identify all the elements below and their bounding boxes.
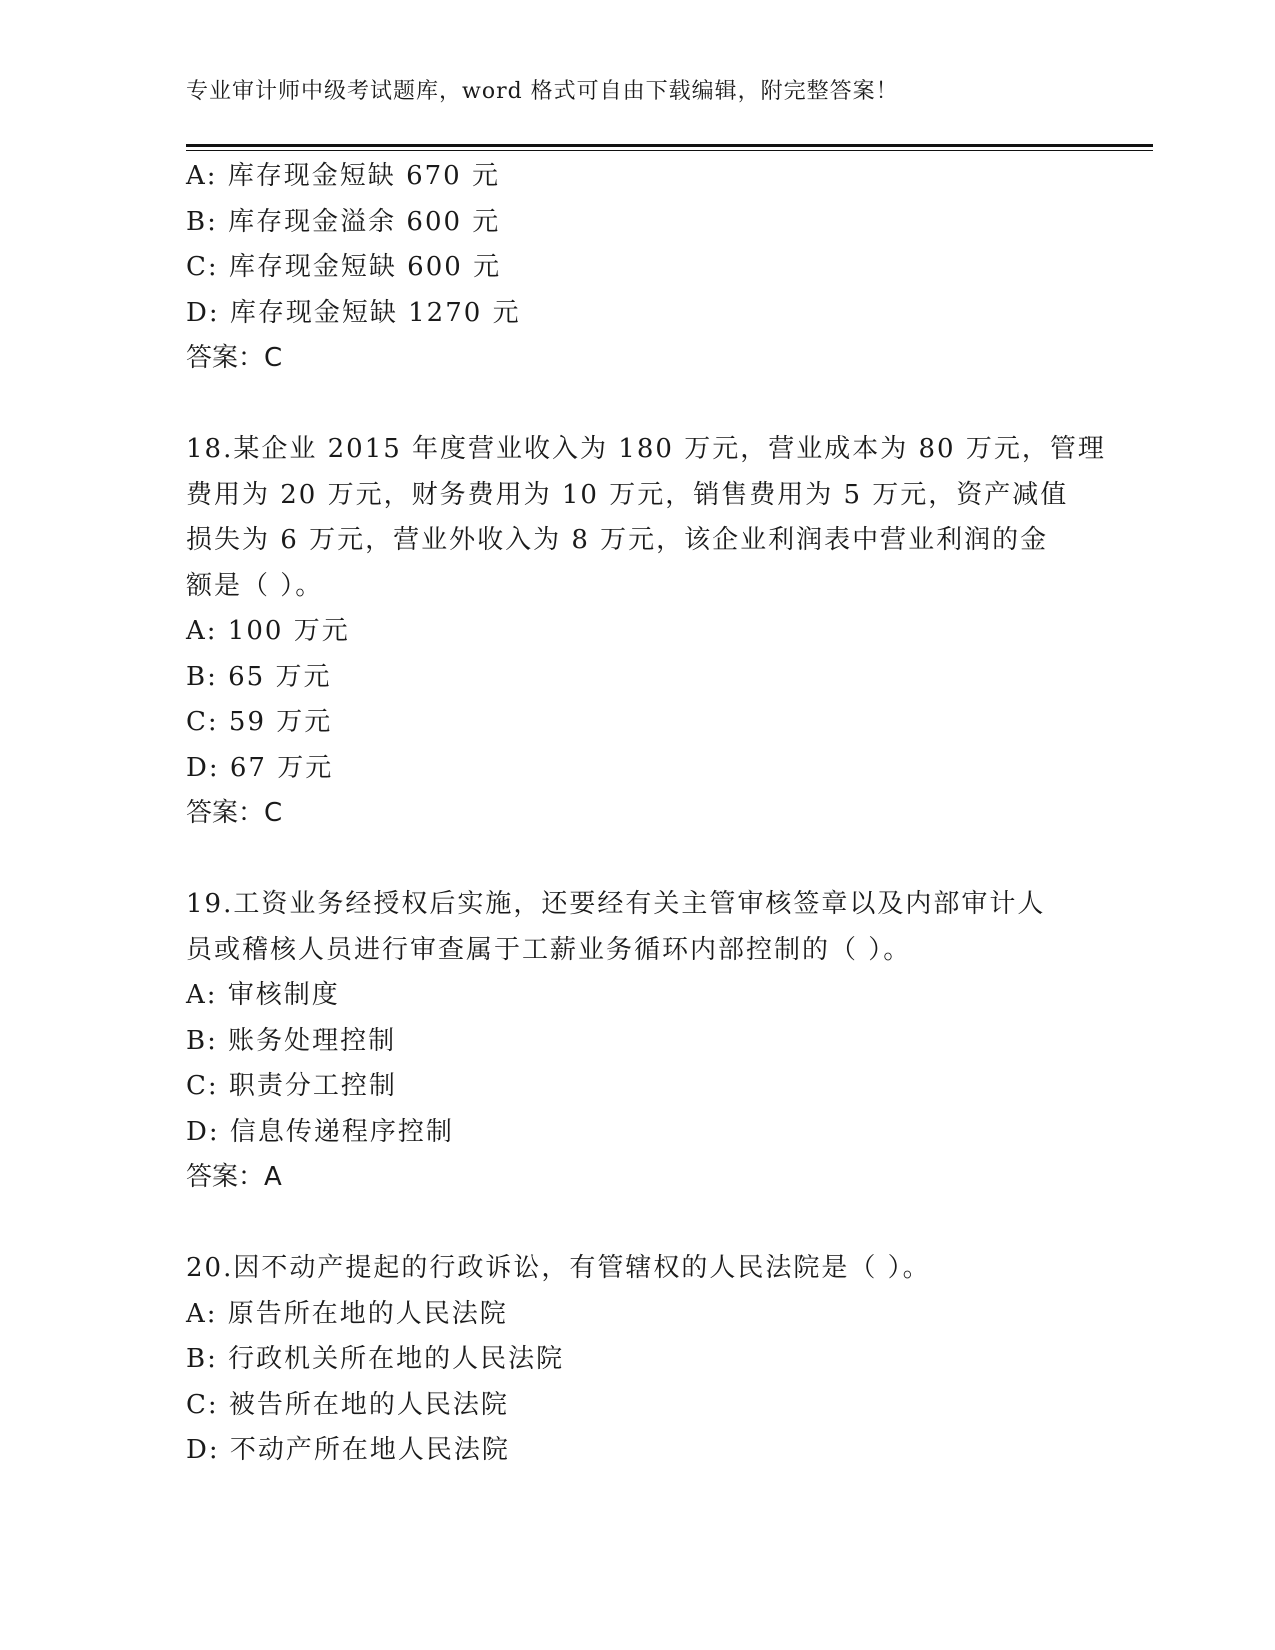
answer: 答案：C <box>186 343 283 373</box>
spacer <box>186 1201 1086 1247</box>
question-17 <box>186 154 1086 382</box>
option-a: A: 审核制度 <box>186 980 340 1010</box>
question-content <box>186 154 1106 1474</box>
option-b: B: 行政机关所在地的人民法院 <box>186 1344 565 1374</box>
spacer <box>186 382 1086 428</box>
question-stem-line: 额是（ ）。 <box>186 570 324 601</box>
header-rule-thin <box>186 150 1153 151</box>
option-b: B: 库存现金溢余 600 元 <box>186 206 501 237</box>
question-stem-line: 18.某企业 2015 年度营业收入为 180 万元，营业成本为 80 万元，管理 <box>186 434 1106 464</box>
answer: 答案：A <box>186 1162 282 1192</box>
question-stem-line: 费用为 20 万元，财务费用为 10 万元，销售费用为 5 万元，资产减值 <box>186 479 1069 510</box>
header-rule-thick <box>186 144 1153 147</box>
option-c: C: 被告所在地的人民法院 <box>186 1389 509 1420</box>
page-header: 专业审计师中级考试题库，word 格式可自由下载编辑，附完整答案！ <box>186 79 899 104</box>
option-b: B: 账务处理控制 <box>186 1025 397 1056</box>
option-d: D: 库存现金短缺 1270 元 <box>186 297 521 328</box>
option-a: A: 原告所在地的人民法院 <box>186 1298 508 1329</box>
question-stem-line: 损失为 6 万元，营业外收入为 8 万元，该企业利润表中营业利润的金 <box>186 525 1049 555</box>
option-a: A: 库存现金短缺 670 元 <box>186 161 500 191</box>
question-stem-line: 19.工资业务经授权后实施，还要经有关主管审核签章以及内部审计人 <box>186 889 1046 919</box>
option-a: A: 100 万元 <box>186 616 350 646</box>
question-stem-line: 员或稽核人员进行审查属于工薪业务循环内部控制的（ ）。 <box>186 934 912 965</box>
option-d: D: 信息传递程序控制 <box>186 1116 454 1147</box>
option-d: D: 不动产所在地人民法院 <box>186 1435 510 1465</box>
question-20 <box>186 1246 1086 1474</box>
option-c: C: 库存现金短缺 600 元 <box>186 252 502 282</box>
question-stem-line: 20.因不动产提起的行政诉讼，有管辖权的人民法院是（ ）。 <box>186 1253 931 1283</box>
option-c: C: 职责分工控制 <box>186 1071 397 1101</box>
option-b: B: 65 万元 <box>186 661 332 692</box>
option-c: C: 59 万元 <box>186 707 333 737</box>
question-18 <box>186 427 1106 837</box>
spacer <box>186 837 1086 883</box>
answer: 答案：C <box>186 798 283 828</box>
question-19 <box>186 882 1086 1201</box>
option-d: D: 67 万元 <box>186 752 334 783</box>
